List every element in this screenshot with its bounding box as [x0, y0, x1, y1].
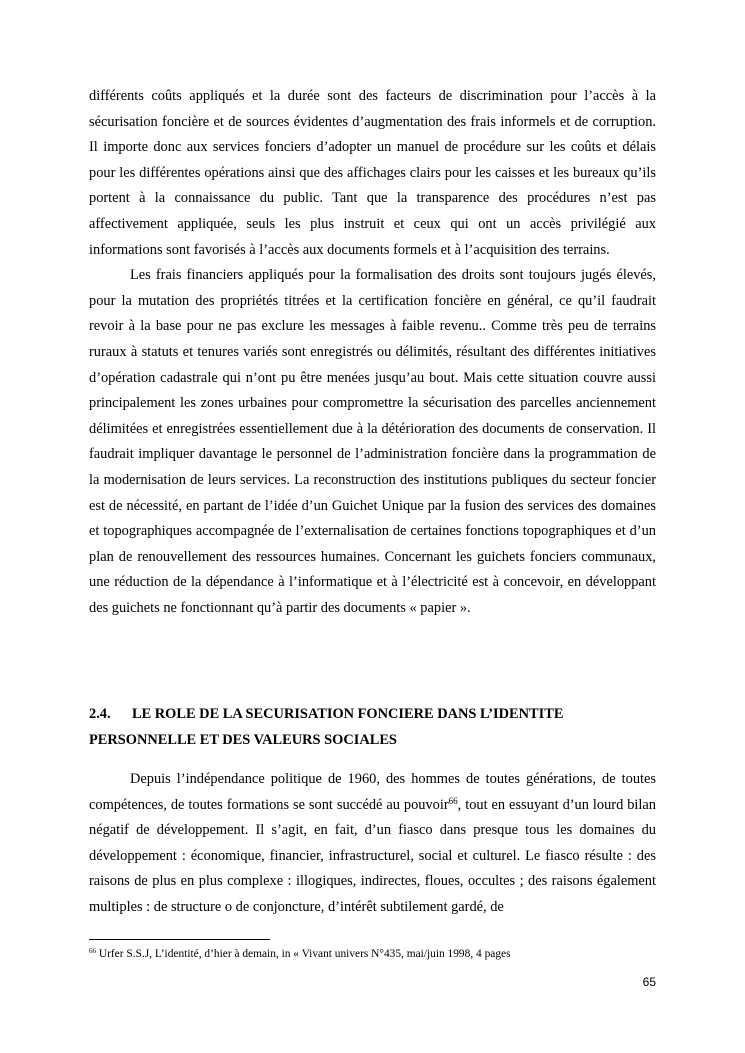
paragraph-1: différents coûts appliqués et la durée sont des facteurs de discrimination pour l’accès à la sécurisation foncière et de sources évidentes d’augmentation des frais informels et de corruption. Il importe donc aux services fonciers d’adopter un manuel de procédure sur les coûts et délais pour les différentes opérations ainsi que des affichages clairs pour les caisses et les bureaux qu’ils portent à la connaissance du public. Tant que la transparence des procédures n’est pas affectivement appliquée, seuls les plus instruit et ceux qui ont un accès privilégié aux informations sont favorisés à l’accès aux documents formels et à l’acquisition des terrains.	[89, 88, 656, 258]
paragraph-2: Les frais financiers appliqués pour la formalisation des droits sont toujours jugés élevés, pour la mutation des propriétés titrées et la certification foncière en général, ce qu’il faudrait revoir à la base pour ne pas exclure les messages à faible revenu.. Comme très peu de terrains ruraux à statuts et tenures variés sont enregistrés ou délimités, résultant des différentes initiatives d’opération cadastrale qui n’ont pu être menées jusqu’au bout. Mais cette situation couvre aussi principalement les zones urbaines pour compromettre la sécurisation des parcelles anciennement délimitées et enregistrées essentiellement due à la détérioration des documents de conservation. Il faudrait impliquer davantage le personnel de l’administration foncière dans la programmation de la modernisation de leurs services. La reconstruction des institutions publiques du secteur foncier est de nécessité, en partant de l’idée d’un Guichet Unique par la fusion des services des domaines et topographiques accompagnée de l’externalisation de certaines fonctions topographiques et d’un plan de renouvellement des ressources humaines. Concernant les guichets fonciers communaux, une réduction de la dépendance à l’informatique et à l’électricité est à concevoir, en développant des guichets ne fonctionnant qu’à partir des documents « papier ».	[89, 267, 656, 616]
body-text-block-2	[89, 767, 656, 921]
footnote-separator	[89, 939, 270, 940]
footnote	[89, 946, 656, 962]
section-number: 2.4.	[89, 706, 111, 722]
footnote-reference[interactable]: 66	[448, 795, 458, 806]
section-heading	[89, 702, 656, 753]
footnote-number: 66	[89, 947, 96, 955]
paragraph-3	[89, 767, 656, 921]
paragraph-3-text-end: , tout en essuyant d’un lourd bilan négatif de développement. Il s’agit, en fait, d’un fiasco dans presque tous les domaines du développement : économique, financier, infrastructurel, social et culturel. Le fiasco résulte : des raisons de plus en plus complexe : illogiques, indirectes, floues, occultes ; des raisons également multiples : de structure o de conjoncture, d’intérêt subtilement gardé, de	[89, 796, 656, 915]
footnote-text: Urfer S.S.J, L’identité, d’hier à demain, in « Vivant univers N°435, mai/juin 1998, 4 pages	[96, 948, 511, 960]
paragraph-3-text-start: Depuis l’indépendance politique de 1960, des hommes de toutes générations, de toutes compétences, de toutes formations se sont succédé au pouvoir	[89, 771, 656, 813]
section-title: LE ROLE DE LA SECURISATION FONCIERE DANS L’IDENTITE PERSONNELLE ET DES VALEURS SOCIALES	[89, 706, 564, 748]
page-number: 65	[642, 975, 656, 989]
body-text-block-1	[89, 84, 656, 621]
